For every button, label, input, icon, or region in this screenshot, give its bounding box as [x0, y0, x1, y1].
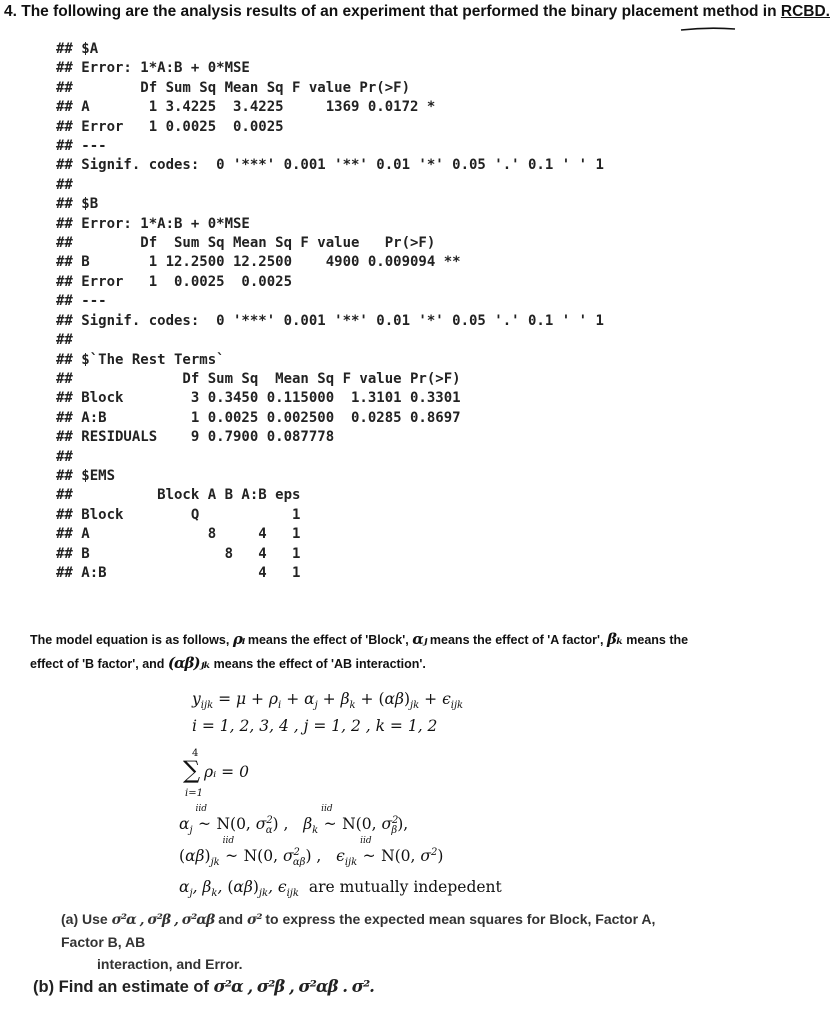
code-line: ## $`The Rest Terms`: [56, 351, 225, 368]
code-line: ## Df Sum Sq Mean Sq F value Pr(>F): [56, 235, 436, 252]
intro-text-5: means the effect of 'AB interaction'.: [210, 657, 426, 671]
variance-symbols: σ²α , σ²β , σ²αβ: [111, 912, 215, 928]
code-line: ## A:B 4 1: [56, 564, 301, 581]
sum-upper-limit: 4: [192, 748, 199, 759]
code-line: ## Signif. codes: 0 '***' 0.001 '**' 0.01 '*' 0.05 '.' 0.1 ' ' 1: [56, 157, 604, 174]
title-underlined-text: RCBD.: [780, 3, 830, 20]
question-a: [61, 908, 701, 975]
estimate-symbols: σ²α , σ²β , σ²αβ . σ².: [213, 977, 374, 996]
alphabeta-symbol: (αβ)ⱼₖ: [167, 654, 211, 672]
code-line: ##: [56, 332, 73, 349]
independence-statement: $\alpha_j$, $\beta_k$, $(\alpha\beta)_{jk}$, $\epsilon_{ijk}$ are mutually indepedent: [179, 878, 502, 900]
handwritten-underline: [680, 26, 736, 32]
code-line: ## $A: [56, 41, 99, 57]
question-a-text-2: interaction, and Error.: [97, 956, 243, 972]
distribution-line-2: $(\alpha\beta)_{jk}$ ~ iid N(0, $\sigma^2_{\alpha\beta}$) , $\epsilon_{ijk}$ ~ iid N(0, $\sigma^2$): [179, 836, 444, 869]
intro-text-4: means the effect of 'B factor', and: [30, 633, 689, 671]
code-line: ## Signif. codes: 0 '***' 0.001 '**' 0.01 '*' 0.05 '.' 0.1 ' ' 1: [56, 312, 604, 329]
question-b-label: (b) Find an estimate of: [33, 978, 214, 996]
code-line: ## Error 1 0.0025 0.0025: [56, 273, 293, 290]
alpha-symbol: αⱼ: [412, 630, 427, 648]
title-text: 4. The following are the analysis results of an experiment that performed the binary placement method in: [4, 3, 781, 20]
question-a-and: and: [214, 911, 247, 927]
beta-symbol: βₖ: [606, 630, 623, 648]
code-line: ## B 8 4 1: [56, 545, 301, 562]
intro-text-1: The model equation is as follows,: [30, 633, 233, 647]
distribution-line-1: $\alpha_j$ ~ iid N(0, $\sigma^2_\alpha$) , $\beta_k$ ~ iid N(0, $\sigma^2_\beta$),: [179, 804, 409, 837]
problem-title: [4, 3, 830, 21]
error-variance-symbol: σ²: [247, 912, 262, 928]
question-b: [33, 977, 374, 997]
code-line: ## A 1 3.4225 3.4225 1369 0.0172 *: [56, 99, 436, 116]
code-line: ## Error 1 0.0025 0.0025: [56, 118, 284, 135]
index-ranges: i = 1, 2, 3, 4 , j = 1, 2 , k = 1, 2: [192, 717, 438, 735]
sum-lower-limit: i=1: [185, 788, 203, 799]
code-line: ## ---: [56, 293, 107, 310]
code-line: ## ---: [56, 138, 107, 155]
sum-body: ρᵢ = 0: [204, 763, 249, 781]
code-line: ## Df Sum Sq Mean Sq F value Pr(>F): [56, 370, 461, 387]
question-a-text: to express the expected mean squares for Block, Factor A, Factor B, AB: [61, 911, 656, 950]
code-line: ## Error: 1*A:B + 0*MSE: [56, 215, 250, 232]
model-description: [30, 628, 700, 676]
code-line: ## Block 3 0.3450 0.115000 1.3101 0.3301: [56, 390, 461, 407]
model-equation: $y_{ijk} = \mu + \rho_i + \alpha_j + \beta_k + (\alpha\beta)_{jk} + \epsilon_{ijk}$: [192, 690, 464, 712]
intro-text-3: means the effect of 'A factor',: [426, 633, 607, 647]
code-line: ## $B: [56, 196, 99, 213]
code-line: ## Error: 1*A:B + 0*MSE: [56, 60, 250, 77]
code-line: ## A:B 1 0.0025 0.002500 0.0285 0.8697: [56, 409, 461, 426]
question-a-label: (a) Use: [61, 911, 112, 927]
sum-constraint: [180, 748, 270, 804]
rho-symbol: ρᵢ: [232, 630, 245, 648]
code-line: ##: [56, 176, 73, 193]
r-output-block: [56, 40, 604, 583]
code-line: ## Block Q 1: [56, 506, 301, 523]
code-line: ## $EMS: [56, 467, 116, 484]
code-line: ## Df Sum Sq Mean Sq F value Pr(>F): [56, 79, 411, 96]
intro-text-2: means the effect of 'Block',: [244, 633, 413, 647]
code-line: ## B 1 12.2500 12.2500 4900 0.009094 **: [56, 254, 461, 271]
code-line: ## RESIDUALS 9 0.7900 0.087778: [56, 429, 335, 446]
code-line: ## Block A B A:B eps: [56, 487, 301, 504]
code-line: ##: [56, 448, 73, 465]
summation-sign: ∑: [183, 756, 201, 784]
code-line: ## A 8 4 1: [56, 526, 301, 543]
